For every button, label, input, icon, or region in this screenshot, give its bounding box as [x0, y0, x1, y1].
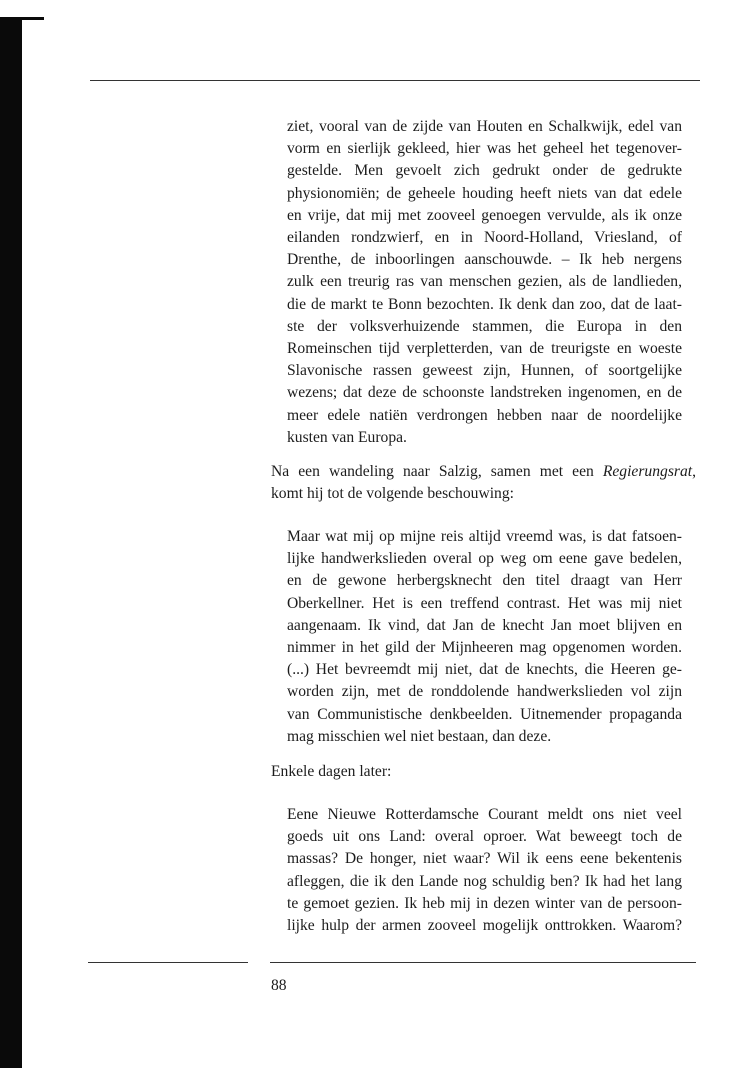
- text-line: massas? De honger, niet waar? Wil ik eens eene bekentenis: [287, 850, 682, 868]
- book-spine-edge: [0, 17, 44, 20]
- text-line: vorm en sierlijk gekleed, hier was het geheel het tegenover-: [287, 140, 682, 158]
- text-line: gestelde. Men gevoelt zich gedrukt onder de gedrukte: [287, 162, 682, 180]
- text-line: Enkele dagen later:: [271, 763, 392, 780]
- text-line: die de markt te Bonn bezochten. Ik denk dan zoo, dat de laat-: [287, 295, 682, 313]
- body-paragraph-1: [271, 461, 696, 505]
- text-line: kusten van Europa.: [287, 428, 407, 446]
- text-line: Maar wat mij op mijne reis altijd vreemd was, is dat fatsoen-: [287, 528, 682, 545]
- text-line: Eene Nieuwe Rotterdamsche Courant meldt ons niet veel: [287, 806, 682, 823]
- text-line: [271, 461, 696, 483]
- text-line: Drenthe, de inboorlingen aanschouwde. – Ik heb nergens: [287, 251, 682, 269]
- text-line: (...) Het bevreemdt mij niet, dat de knechts, die Heeren ge-: [287, 661, 682, 679]
- text-line: worden zijn, met de ronddolende handwerkslieden vol zijn: [287, 683, 682, 701]
- block-quote-1: [287, 116, 682, 449]
- text-line: ziet, vooral van de zijde van Houten en Schalkwijk, edel van: [287, 118, 682, 135]
- text-line: Slavonische rassen geweest zijn, Hunnen, of soortgelijke: [287, 362, 682, 380]
- text-line: te gemoet gezien. Ik heb mij in dezen winter van de persoon-: [287, 894, 682, 912]
- body-paragraph-2: [271, 761, 696, 783]
- text-line: wezens; dat deze de schoonste landstreken ingenomen, en de: [287, 384, 682, 402]
- text-line: mag misschien wel niet bestaan, dan deze.: [287, 727, 552, 745]
- text-line: Romeinschen tijd verpletterden, van de treurigste en woeste: [287, 340, 682, 358]
- text-line: lijke handwerkslieden overal op weg om eene gave bedelen,: [287, 550, 682, 568]
- text-segment: Na een wandeling naar Salzig, samen met een: [271, 463, 603, 480]
- block-quote-2: [287, 526, 682, 748]
- italic-term: Regierungsrat: [602, 463, 693, 480]
- text-line: physionomiën; de geheele houding heeft niets van dat edele: [287, 184, 682, 202]
- header-rule: [90, 80, 700, 81]
- text-line: eilanden rondzwierf, en in Noord-Holland, Vriesland, of: [287, 229, 682, 247]
- footer-rule-left: [88, 962, 248, 963]
- text-line: afleggen, die ik den Lande nog schuldig ben? Ik had het lang: [287, 872, 682, 890]
- text-line: en de gewone herbergsknecht den titel draagt van Herr: [287, 572, 682, 590]
- text-line: Oberkellner. Het is een treffend contrast. Het was mij niet: [287, 594, 682, 612]
- text-line: van Communistische denkbeelden. Uitnemender propaganda: [287, 705, 682, 723]
- text-line: nimmer in het gild der Mijnheeren mag opgenomen worden.: [287, 639, 682, 657]
- footer-rule-right: [270, 962, 696, 963]
- page-number: 88: [271, 977, 287, 994]
- text-segment: ,: [692, 463, 696, 480]
- block-quote-3: [287, 804, 682, 937]
- text-line: aangenaam. Ik vind, dat Jan de knecht Jan moet blijven en: [287, 616, 682, 634]
- text-line: lijke hulp der armen zooveel mogelijk onttrokken. Waarom?: [287, 917, 682, 935]
- text-line: goeds uit ons Land: overal oproer. Wat beweegt toch de: [287, 828, 682, 846]
- text-line: ste der volksverhuizende stammen, die Europa in den: [287, 317, 682, 335]
- text-line: en vrije, dat mij met zooveel genoegen vervulde, als ik onze: [287, 206, 682, 224]
- book-spine-shadow: [0, 17, 22, 1068]
- text-line: zulk een treurig ras van menschen gezien, als de landlieden,: [287, 273, 682, 291]
- text-line: meer edele natiën verdrongen hebben naar de noordelijke: [287, 406, 682, 424]
- text-line: komt hij tot de volgende beschouwing:: [271, 485, 514, 503]
